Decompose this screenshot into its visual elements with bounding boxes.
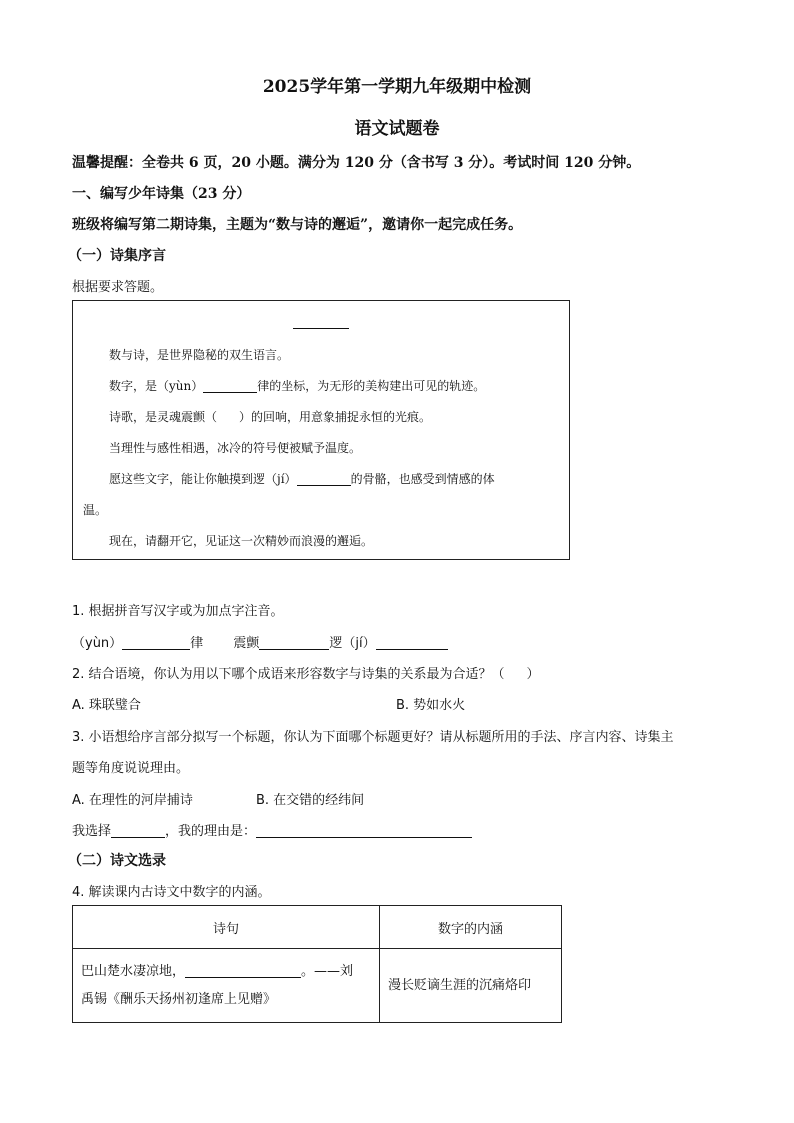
q2-paren: ）: [526, 667, 540, 682]
preface-line: 温。: [83, 503, 108, 517]
preface-line: [109, 408, 431, 425]
table-cell-meaning: 漫长贬谪生涯的沉痛烙印: [380, 949, 562, 1023]
preface-text: ）的回响，用意象捕捉永恒的光痕。: [239, 410, 432, 424]
preface-text: 律的坐标，为无形的美构建出可见的轨迹。: [257, 379, 486, 393]
poem-text: 巴山楚水凄凉地，: [81, 963, 186, 979]
q3-answer-line: [72, 820, 472, 839]
answer-blank[interactable]: [256, 824, 472, 838]
answer-blank[interactable]: [111, 824, 165, 838]
q1-word: 震颤: [233, 636, 260, 651]
preface-text: 愿这些文字，能让你触摸到逻（jí）: [109, 472, 297, 486]
q1-pinyin-b: 逻（jí）: [329, 636, 376, 651]
preface-line: [109, 470, 495, 487]
question-4: 4. 解读课内古诗文中数字的内涵。: [72, 885, 271, 900]
section-heading: 一、编写少年诗集（23 分）: [72, 186, 251, 202]
reminder-label: 温馨提醒：: [72, 155, 142, 171]
answer-blank[interactable]: [185, 964, 301, 978]
preface-text: 的骨骼，也感受到情感的体: [350, 472, 495, 486]
reminder-text: 全卷共 6 页，20 小题。满分为 120 分（含书写 3 分）。考试时间 120 分钟。: [142, 155, 641, 171]
q2-option-b[interactable]: B. 势如水火: [396, 698, 466, 713]
page-subtitle: 语文试题卷: [354, 119, 440, 139]
q1-char: 律: [190, 636, 204, 651]
table-row: [73, 949, 562, 1023]
preface-line: 当理性与感性相遇，冰冷的符号便被赋予温度。: [109, 441, 362, 455]
answer-blank[interactable]: [203, 380, 257, 393]
question-1-answers: [72, 632, 448, 651]
table-header-cell: 数字的内涵: [380, 906, 562, 949]
question-2: [72, 663, 540, 682]
q3-choose-label: 我选择: [72, 824, 112, 839]
answer-blank[interactable]: [297, 473, 351, 486]
q3-option-a[interactable]: A. 在理性的河岸捕诗: [72, 793, 193, 808]
poem-table: [72, 905, 562, 1023]
question-3: 3. 小语想给序言部分拟写一个标题，你认为下面哪个标题更好？请从标题所用的手法、序言内容、诗集主: [72, 730, 674, 745]
preface-text: 数字，是（yùn）: [109, 379, 204, 393]
reminder: [72, 152, 640, 172]
preface-line: 数与诗，是世界隐秘的双生语言。: [109, 348, 290, 362]
part2-heading: （二）诗文选录: [68, 853, 166, 869]
table-cell-poem: [73, 949, 380, 1023]
table-header-cell: 诗句: [73, 906, 380, 949]
q3-reason-label: ，我的理由是：: [165, 824, 257, 839]
part1-heading: （一）诗集序言: [68, 248, 166, 264]
poem-source: 禹锡《酬乐天扬州初逢席上见赠》: [81, 991, 277, 1007]
page-title: 2025学年第一学期九年级期中检测: [262, 77, 532, 97]
q3-option-b[interactable]: B. 在交错的经纬间: [256, 793, 365, 808]
poem-text: 。——刘: [301, 963, 354, 979]
answer-blank[interactable]: [376, 636, 448, 650]
preface-text: 诗歌，是灵魂震颤（: [109, 410, 218, 424]
question-3-cont: 题等角度说说理由。: [72, 761, 190, 776]
section-intro: 班级将编写第二期诗集，主题为“数与诗的邂逅”，邀请你一起完成任务。: [72, 217, 523, 233]
question-1: 1. 根据拼音写汉字或为加点字注音。: [72, 604, 284, 619]
preface-title-blank[interactable]: [293, 328, 349, 329]
preface-box: [72, 300, 570, 560]
instruction: 根据要求答题。: [72, 280, 164, 295]
table-header-row: [73, 906, 562, 949]
answer-blank[interactable]: [259, 636, 329, 650]
preface-line: [109, 377, 485, 394]
preface-line: 现在，请翻开它，见证这一次精妙而浪漫的邂逅。: [109, 534, 374, 548]
answer-blank[interactable]: [122, 636, 190, 650]
q2-text: 2. 结合语境，你认为用以下哪个成语来形容数字与诗集的关系最为合适？（: [72, 667, 505, 682]
q1-pinyin-a: （yùn）: [72, 636, 123, 651]
q2-option-a[interactable]: A. 珠联璧合: [72, 698, 141, 713]
